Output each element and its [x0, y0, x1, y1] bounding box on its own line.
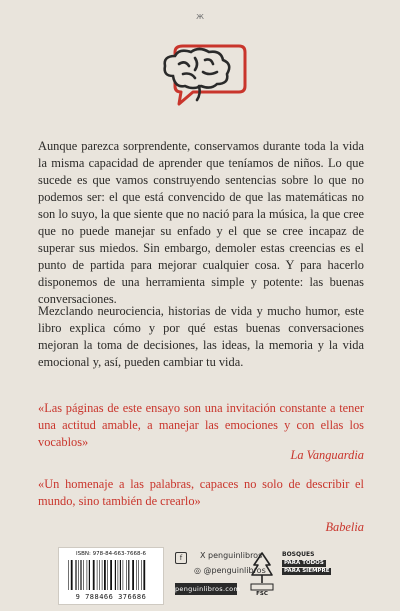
barcode-bar — [141, 560, 142, 590]
fsc-label: FSC — [256, 591, 268, 597]
fsc-tree-icon — [250, 551, 274, 591]
bosques-title: BOSQUES — [282, 551, 315, 558]
review-source-2: Babelia — [325, 520, 364, 534]
x-icon: X — [200, 551, 206, 560]
publisher-handle: penguinlibros — [208, 551, 263, 560]
publisher-logo: penguinlibros.com — [175, 585, 241, 593]
barcode-bar — [126, 560, 127, 590]
review-quote-1: «Las páginas de este ensayo son una invitación constante a tener una actitud amable, a manejar las emociones y con ellas los vocablos» — [38, 401, 364, 449]
barcode-bar — [93, 560, 95, 590]
barcode-bar — [136, 560, 137, 590]
barcode-bar — [107, 560, 108, 590]
description-paragraph-1: Aunque parezca sorprendente, conservamos durante toda la vida la misma capacidad de aprender que teníamos de niños. Lo que sucede es que vamos construyendo sentencias sobre lo que no podemos ser: el que está convencido de que las matemáticas no son lo suyo, la que siente que no nació para la música, la que cree que no puede manejar su enfado y el que se cree incapaz de superar sus miedos. Sin embargo, demoler estas creencias es el punto de partida para mejorar cualquier cosa. Y para hacerlo disponemos de una herramienta simple y potente: las buenas conversaciones. — [38, 139, 364, 306]
barcode-bar — [83, 560, 84, 590]
review-quote-2: «Un homenaje a las palabras, capaces no solo de describir el mundo, sino también de crearlo» — [38, 477, 364, 508]
barcode-bar — [80, 560, 81, 590]
barcode-bar — [143, 560, 145, 590]
barcode — [58, 547, 164, 605]
instagram-icon: ◎ — [194, 566, 201, 575]
barcode-bar — [118, 560, 119, 590]
brain-speech-bubble-icon — [153, 40, 249, 112]
barcode-bar — [78, 560, 79, 590]
top-mark: ж — [195, 12, 205, 22]
description-paragraph-2: Mezclando neurociencia, historias de vida y mucho humor, este libro explica cómo y por qué estas buenas conversaciones mejoran la toma de decisiones, las ideas, la memoria y la vida emocional y, así, pueden cambiar tu vida. — [38, 304, 364, 369]
barcode-bars — [67, 560, 155, 590]
barcode-bar — [89, 560, 90, 590]
barcode-bar — [102, 560, 103, 590]
barcode-bar — [71, 560, 73, 590]
barcode-bar — [120, 560, 121, 590]
barcode-bar — [110, 560, 112, 590]
bosques-pill-1: PARA TODOS — [284, 559, 324, 566]
barcode-bar — [138, 560, 139, 590]
publisher-handle-2: @penguinlibros — [203, 566, 266, 575]
review-source-1: La Vanguardia — [290, 448, 364, 462]
barcode-bar — [115, 560, 116, 590]
barcode-bar — [99, 560, 100, 590]
facebook-icon: f — [175, 552, 187, 564]
social-icons — [175, 551, 187, 565]
barcode-bar — [104, 560, 106, 590]
bosques-pill-2: PARA SIEMPRE — [284, 567, 330, 574]
barcode-bar — [128, 560, 129, 590]
barcode-bar — [87, 560, 88, 590]
barcode-digits: 9 788466 376686 — [75, 593, 147, 601]
bosques-seal — [282, 551, 342, 575]
barcode-bar — [75, 560, 76, 590]
isbn-label: ISBN: 978-84-663-7668-6 — [75, 551, 147, 557]
barcode-bar — [123, 560, 124, 590]
barcode-bar — [132, 560, 134, 590]
barcode-bar — [68, 560, 69, 590]
barcode-bar — [97, 560, 98, 590]
